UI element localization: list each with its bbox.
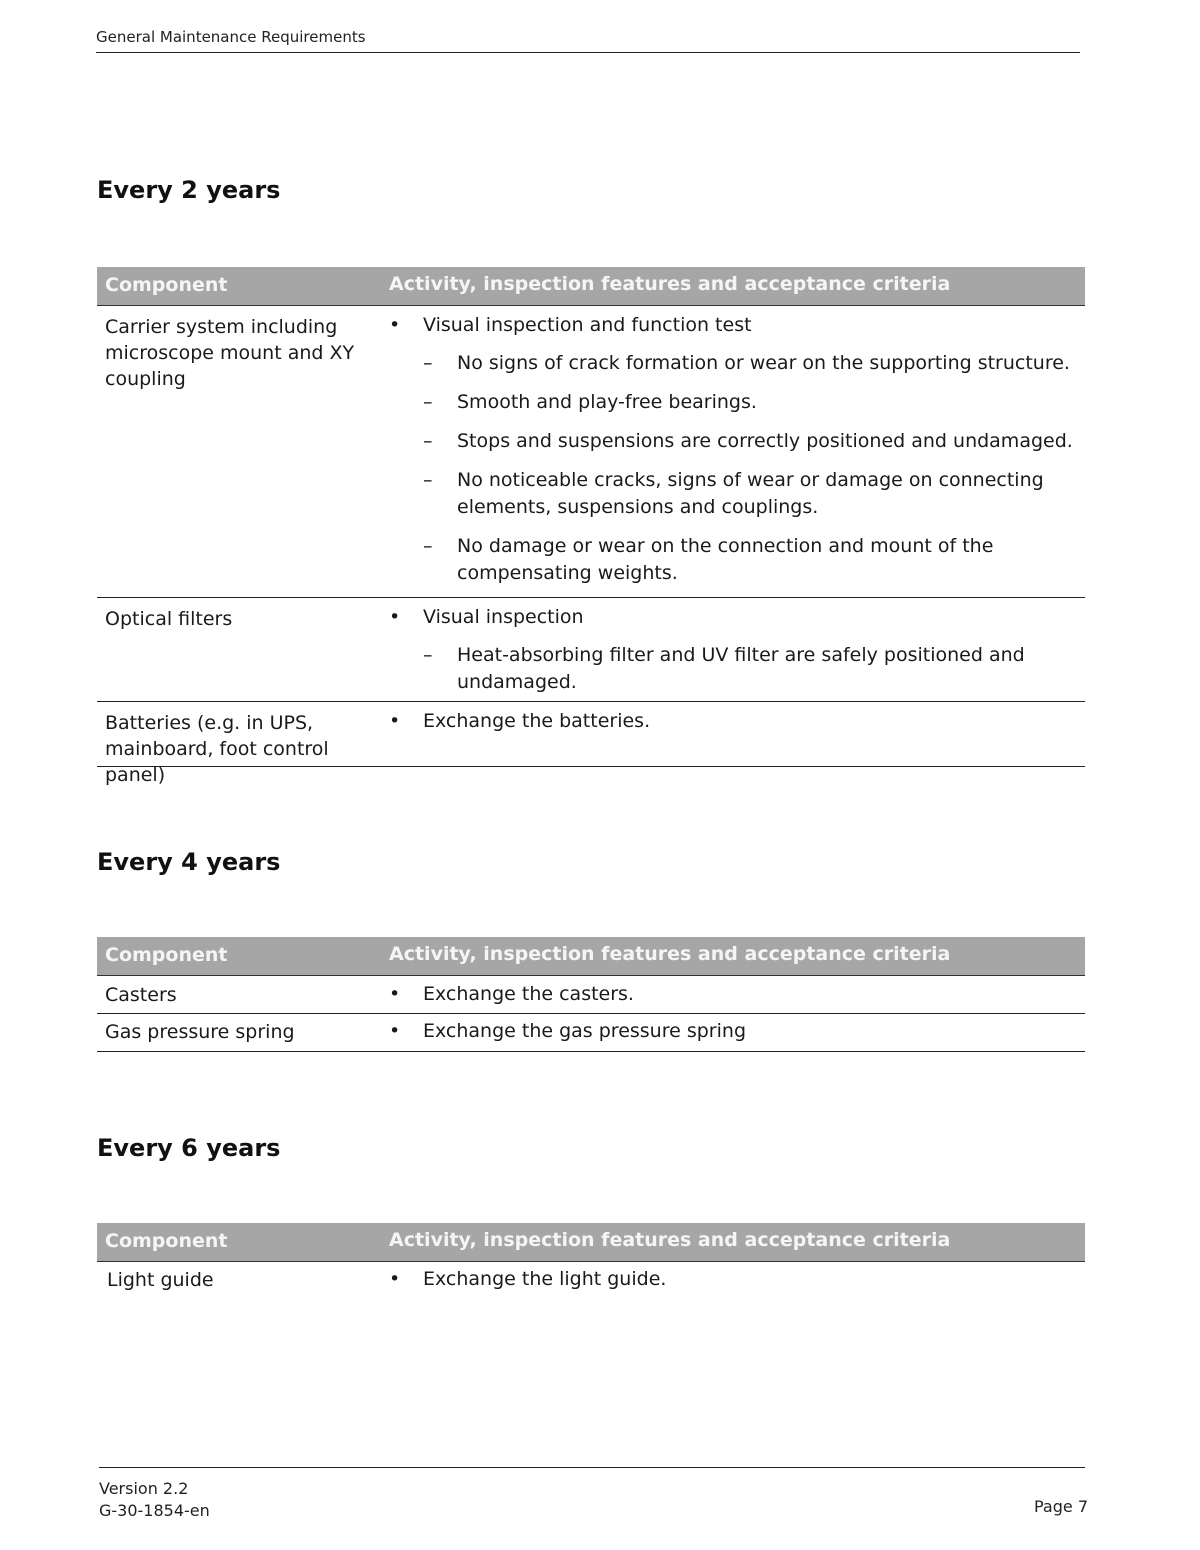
sub-item-text: No signs of crack formation or wear on the supporting structure. xyxy=(457,352,1070,374)
activity-cell xyxy=(389,312,1079,587)
section-title-every-6-years: Every 6 years xyxy=(97,1134,281,1162)
component-cell: Batteries (e.g. in UPS, mainboard, foot control panel) xyxy=(105,712,329,786)
sub-item xyxy=(389,428,1079,455)
dash-icon: – xyxy=(423,352,433,374)
component-cell: Gas pressure spring xyxy=(105,1021,295,1043)
dash-icon: – xyxy=(423,430,433,452)
sub-item xyxy=(389,467,1079,521)
activity-cell xyxy=(389,1018,1079,1044)
bullet-text: Visual inspection and function test xyxy=(423,314,752,336)
maintenance-table-2-years xyxy=(97,267,1085,786)
table-header xyxy=(97,267,1085,306)
table-header xyxy=(97,937,1085,976)
section-title-every-4-years: Every 4 years xyxy=(97,848,281,876)
column-header-component: Component xyxy=(105,944,228,966)
bullet-text: Visual inspection xyxy=(423,606,584,628)
document-number: G-30-1854-en xyxy=(99,1501,210,1520)
sub-item-text: Stops and suspensions are correctly positioned and undamaged. xyxy=(457,430,1073,452)
page-number: Page 7 xyxy=(1034,1497,1088,1516)
column-header-activity: Activity, inspection features and acceptance criteria xyxy=(389,1229,951,1251)
activity-cell xyxy=(389,708,1079,734)
maintenance-table-4-years xyxy=(97,937,1085,1052)
dash-icon: – xyxy=(423,469,433,491)
table-row xyxy=(97,306,1085,598)
dash-icon: – xyxy=(423,535,433,557)
bullet-item xyxy=(389,981,1079,1007)
table-row xyxy=(97,1014,1085,1052)
running-header xyxy=(96,28,1080,53)
table-header xyxy=(97,1223,1085,1262)
column-header-component: Component xyxy=(105,1230,228,1252)
bullet-text: Exchange the casters. xyxy=(423,983,634,1005)
component-cell: Light guide xyxy=(107,1269,214,1291)
bullet-item xyxy=(389,1266,1079,1292)
sub-item xyxy=(389,389,1079,416)
bullet-icon: • xyxy=(389,1020,401,1042)
bullet-icon: • xyxy=(389,314,401,336)
dash-icon: – xyxy=(423,391,433,413)
bullet-item xyxy=(389,604,1079,630)
bullet-icon: • xyxy=(389,606,401,628)
activity-cell xyxy=(389,1266,1079,1292)
version-label: Version 2.2 xyxy=(99,1479,189,1498)
column-header-component: Component xyxy=(105,274,228,296)
maintenance-table-6-years xyxy=(97,1223,1085,1302)
bullet-item xyxy=(389,312,1079,338)
bullet-icon: • xyxy=(389,1268,401,1290)
bullet-text: Exchange the light guide. xyxy=(423,1268,667,1290)
bullet-text: Exchange the gas pressure spring xyxy=(423,1020,746,1042)
running-header-title: General Maintenance Requirements xyxy=(96,28,366,46)
table-row xyxy=(97,976,1085,1014)
column-header-activity: Activity, inspection features and acceptance criteria xyxy=(389,273,951,295)
component-cell: Optical filters xyxy=(105,608,233,630)
column-header-activity: Activity, inspection features and acceptance criteria xyxy=(389,943,951,965)
sub-item-text: No noticeable cracks, signs of wear or damage on connecting elements, suspensions and couplings. xyxy=(457,469,1044,518)
table-row xyxy=(97,598,1085,702)
bullet-icon: • xyxy=(389,983,401,1005)
footer-left xyxy=(99,1478,210,1522)
sub-item xyxy=(389,350,1079,377)
component-cell: Casters xyxy=(105,984,177,1006)
bullet-icon: • xyxy=(389,710,401,732)
bullet-text: Exchange the batteries. xyxy=(423,710,651,732)
sub-item xyxy=(389,533,1079,587)
sub-item-text: Smooth and play-free bearings. xyxy=(457,391,757,413)
section-title-every-2-years: Every 2 years xyxy=(97,176,281,204)
component-cell: Carrier system including microscope mount and XY coupling xyxy=(105,316,355,390)
footer-divider xyxy=(99,1467,1085,1468)
activity-cell xyxy=(389,604,1079,696)
table-row xyxy=(97,1262,1085,1302)
bullet-item xyxy=(389,708,1079,734)
sub-item-text: No damage or wear on the connection and mount of the compensating weights. xyxy=(457,535,994,584)
dash-icon: – xyxy=(423,644,433,666)
sub-item xyxy=(389,642,1079,696)
bullet-item xyxy=(389,1018,1079,1044)
table-row xyxy=(97,702,1085,786)
activity-cell xyxy=(389,981,1079,1007)
sub-item-text: Heat-absorbing filter and UV filter are safely positioned and undamaged. xyxy=(457,644,1025,693)
